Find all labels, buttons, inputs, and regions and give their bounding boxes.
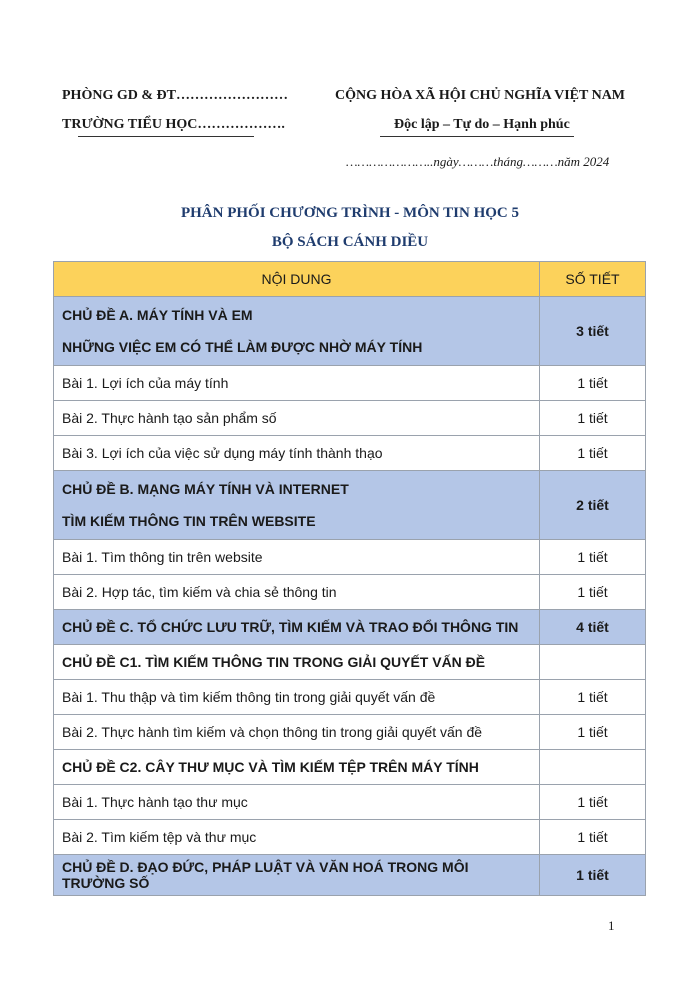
table-row-lesson bbox=[54, 436, 646, 471]
table-row-topic bbox=[54, 645, 646, 680]
row-periods: 1 tiết bbox=[540, 785, 646, 820]
header-left-underline bbox=[78, 136, 254, 137]
row-periods: 1 tiết bbox=[540, 366, 646, 401]
header-right-line1: CỘNG HÒA XÃ HỘI CHỦ NGHĨA VIỆT NAM bbox=[335, 88, 626, 103]
table-row-lesson bbox=[54, 540, 646, 575]
row-content: CHỦ ĐỀ C2. CÂY THƯ MỤC VÀ TÌM KIẾM TỆP TRÊN MÁY TÍNH bbox=[54, 750, 540, 785]
row-content: CHỦ ĐỀ D. ĐẠO ĐỨC, PHÁP LUẬT VÀ VĂN HOÁ TRONG MÔI TRƯỜNG SỐ bbox=[54, 855, 540, 896]
table-row-lesson bbox=[54, 820, 646, 855]
table-row-lesson bbox=[54, 401, 646, 436]
table-row-topic bbox=[54, 297, 646, 366]
row-content: Bài 1. Thực hành tạo thư mục bbox=[54, 785, 540, 820]
row-periods: 1 tiết bbox=[540, 680, 646, 715]
row-content bbox=[54, 471, 540, 540]
header-left-line1: PHÒNG GD & ĐT…………………… bbox=[62, 88, 288, 103]
topic-title-line2: NHỮNG VIỆC EM CÓ THỂ LÀM ĐƯỢC NHỜ MÁY TÍNH bbox=[62, 339, 423, 355]
document-subtitle: BỘ SÁCH CÁNH DIỀU bbox=[271, 234, 429, 250]
table-row-topic bbox=[54, 855, 646, 896]
row-periods: 1 tiết bbox=[540, 575, 646, 610]
document-title: PHÂN PHỐI CHƯƠNG TRÌNH - MÔN TIN HỌC 5 bbox=[180, 205, 520, 221]
row-content: Bài 1. Tìm thông tin trên website bbox=[54, 540, 540, 575]
table-row-lesson bbox=[54, 575, 646, 610]
row-content: Bài 1. Thu thập và tìm kiếm thông tin trong giải quyết vấn đề bbox=[54, 680, 540, 715]
table-row-topic bbox=[54, 750, 646, 785]
row-content: Bài 2. Tìm kiếm tệp và thư mục bbox=[54, 820, 540, 855]
row-content: CHỦ ĐỀ C. TỔ CHỨC LƯU TRỮ, TÌM KIẾM VÀ TRAO ĐỔI THÔNG TIN bbox=[54, 610, 540, 645]
table-row-topic bbox=[54, 471, 646, 540]
row-content: Bài 3. Lợi ích của việc sử dụng máy tính thành thạo bbox=[54, 436, 540, 471]
row-periods: 1 tiết bbox=[540, 715, 646, 750]
row-periods: 1 tiết bbox=[540, 855, 646, 896]
topic-title-line2: TÌM KIẾM THÔNG TIN TRÊN WEBSITE bbox=[62, 513, 316, 529]
row-content: Bài 1. Lợi ích của máy tính bbox=[54, 366, 540, 401]
row-periods bbox=[540, 645, 646, 680]
row-content: Bài 2. Thực hành tìm kiếm và chọn thông tin trong giải quyết vấn đề bbox=[54, 715, 540, 750]
header-periods: SỐ TIẾT bbox=[540, 262, 646, 297]
row-content: Bài 2. Hợp tác, tìm kiếm và chia sẻ thông tin bbox=[54, 575, 540, 610]
table-row-lesson bbox=[54, 680, 646, 715]
row-periods: 3 tiết bbox=[540, 297, 646, 366]
row-content bbox=[54, 297, 540, 366]
header-content: NỘI DUNG bbox=[54, 262, 540, 297]
row-content: Bài 2. Thực hành tạo sản phẩm số bbox=[54, 401, 540, 436]
row-periods: 1 tiết bbox=[540, 540, 646, 575]
row-periods bbox=[540, 750, 646, 785]
row-periods: 1 tiết bbox=[540, 436, 646, 471]
row-periods: 4 tiết bbox=[540, 610, 646, 645]
header-right-underline bbox=[380, 136, 574, 137]
page-number: 1 bbox=[608, 918, 615, 933]
topic-title-line1: CHỦ ĐỀ A. MÁY TÍNH VÀ EM bbox=[62, 307, 253, 323]
curriculum-table bbox=[53, 261, 646, 896]
row-periods: 2 tiết bbox=[540, 471, 646, 540]
table-row-lesson bbox=[54, 366, 646, 401]
topic-title-line1: CHỦ ĐỀ B. MẠNG MÁY TÍNH VÀ INTERNET bbox=[62, 481, 349, 497]
table-row-lesson bbox=[54, 785, 646, 820]
table-header-row bbox=[54, 262, 646, 297]
table-row-topic bbox=[54, 610, 646, 645]
row-content: CHỦ ĐỀ C1. TÌM KIẾM THÔNG TIN TRONG GIẢI QUYẾT VẤN ĐỀ bbox=[54, 645, 540, 680]
header-right-line2: Độc lập – Tự do – Hạnh phúc bbox=[394, 117, 570, 132]
date-line: …………………..ngày………tháng………năm 2024 bbox=[346, 154, 610, 169]
table-row-lesson bbox=[54, 715, 646, 750]
header-left-line2: TRƯỜNG TIỂU HỌC………………. bbox=[62, 117, 285, 132]
row-periods: 1 tiết bbox=[540, 820, 646, 855]
row-periods: 1 tiết bbox=[540, 401, 646, 436]
